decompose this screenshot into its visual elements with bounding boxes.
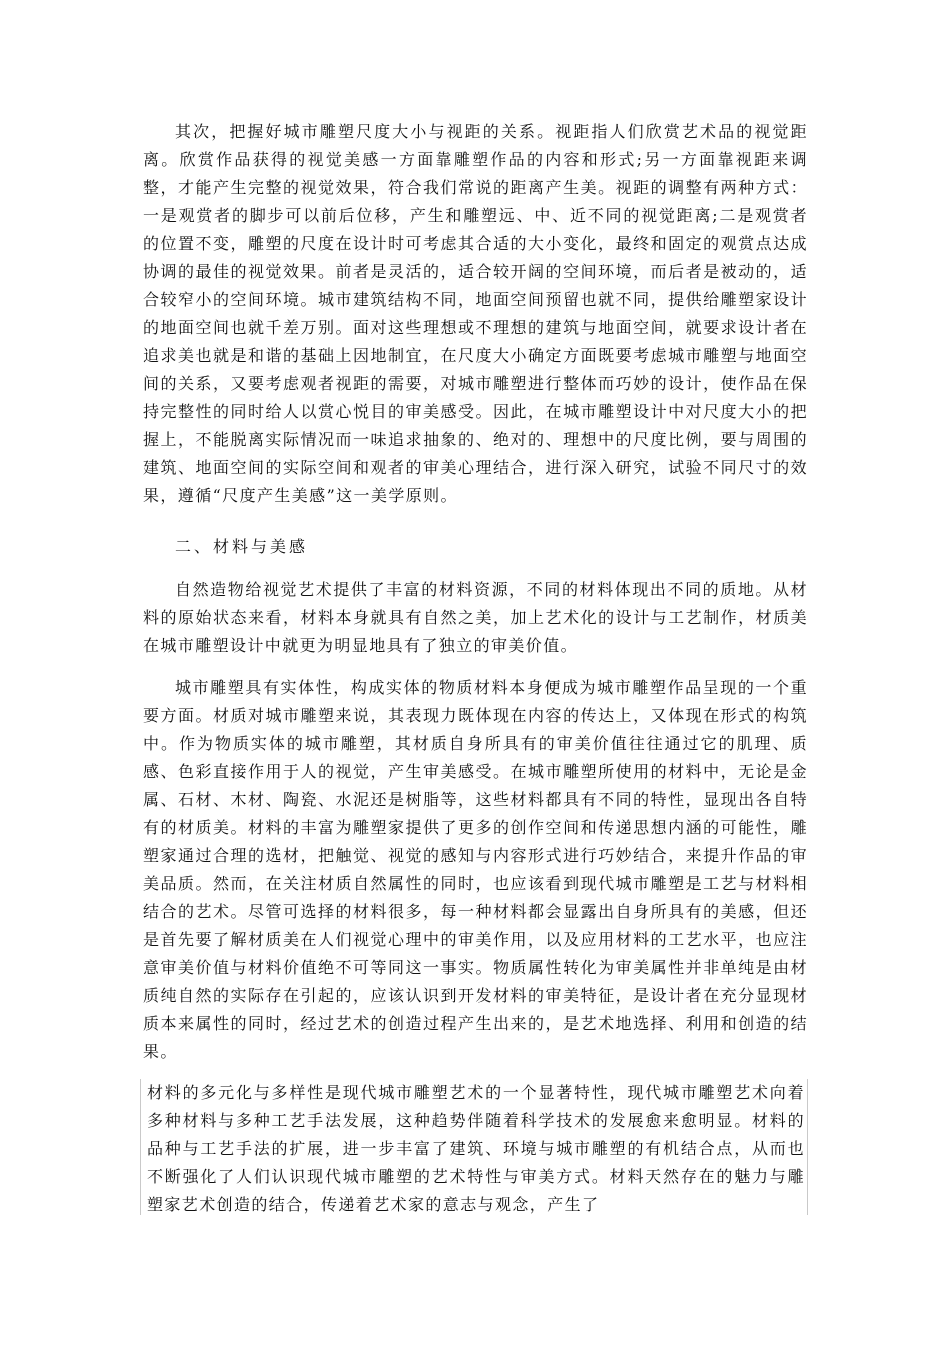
body-paragraph-natural-materials: 自然造物给视觉艺术提供了丰富的材料资源，不同的材料体现出不同的质地。从材料的原始状态来看，材料本身就具有自然之美，加上艺术化的设计与工艺制作，材质美在城市雕塑设计中就更为明显地具有了独立的审美价值。 — [143, 580, 808, 655]
body-paragraph-material-diversity: 材料的多元化与多样性是现代城市雕塑艺术的一个显著特性，现代城市雕塑艺术向着多种材料与多种工艺手法发展，这种趋势伴随着科学技术的发展愈来愈明显。材料的品种与工艺手法的扩展，进一步丰富了建筑、环境与城市雕塑的有机结合点，从而也不断强化了人们认识现代城市雕塑的艺术特性与审美方式。材料天然存在的魅力与雕塑家艺术创造的结合，传递着艺术家的意志与观念，产生了 — [140, 1079, 808, 1215]
section-heading-materials-and-beauty: 二、材料与美感 — [175, 537, 309, 556]
body-paragraph-scale-and-viewing-distance: 其次，把握好城市雕塑尺度大小与视距的关系。视距指人们欣赏艺术品的视觉距离。欣赏作品获得的视觉美感一方面靠雕塑作品的内容和形式;另一方面靠视距来调整，才能产生完整的视觉效果，符合我们常说的距离产生美。视距的调整有两种方式：一是观赏者的脚步可以前后位移，产生和雕塑远、中、近不同的视觉距离;二是观赏者的位置不变，雕塑的尺度在设计时可考虑其合适的大小变化，最终和固定的观赏点达成协调的最佳的视觉效果。前者是灵活的，适合较开阔的空间环境，而后者是被动的，适合较窄小的空间环境。城市建筑结构不同，地面空间预留也就不同，提供给雕塑家设计的地面空间也就千差万别。面对这些理想或不理想的建筑与地面空间，就要求设计者在追求美也就是和谐的基础上因地制宜，在尺度大小确定方面既要考虑城市雕塑与地面空间的关系，又要考虑观者视距的需要，对城市雕塑进行整体而巧妙的设计，使作品在保持完整性的同时给人以赏心悦目的审美感受。因此，在城市雕塑设计中对尺度大小的把握上，不能脱离实际情况而一味追求抽象的、绝对的、理想中的尺度比例，要与周围的建筑、地面空间的实际空间和观者的审美心理结合，进行深入研究，试验不同尺寸的效果，遵循“尺度产生美感”这一美学原则。 — [143, 122, 808, 505]
body-paragraph-material-texture: 城市雕塑具有实体性，构成实体的物质材料本身便成为城市雕塑作品呈现的一个重要方面。材质对城市雕塑来说，其表现力既体现在内容的传达上，又体现在形式的构筑中。作为物质实体的城市雕塑，其材质自身所具有的审美价值往往通过它的肌理、质感、色彩直接作用于人的视觉，产生审美感受。在城市雕塑所使用的材料中，无论是金属、石材、木材、陶瓷、水泥还是树脂等，这些材料都具有不同的特性，显现出各自特有的材质美。材料的丰富为雕塑家提供了更多的创作空间和传递思想内涵的可能性，雕塑家通过合理的选材，把触觉、视觉的感知与内容形式进行巧妙结合，来提升作品的审美品质。然而，在关注材质自然属性的同时，也应该看到现代城市雕塑是工艺与材料相结合的艺术。尽管可选择的材料很多，每一种材料都会显露出自身所具有的美感，但还是首先要了解材质美在人们视觉心理中的审美作用，以及应用材料的工艺水平，也应注意审美价值与材料价值绝不可等同这一事实。物质属性转化为审美属性并非单纯是由材质纯自然的实际存在引起的，应该认识到开发材料的审美特征，是设计者在充分显现材质本来属性的同时，经过艺术的创造过程产生出来的，是艺术地选择、利用和创造的结果。 — [143, 678, 808, 1061]
